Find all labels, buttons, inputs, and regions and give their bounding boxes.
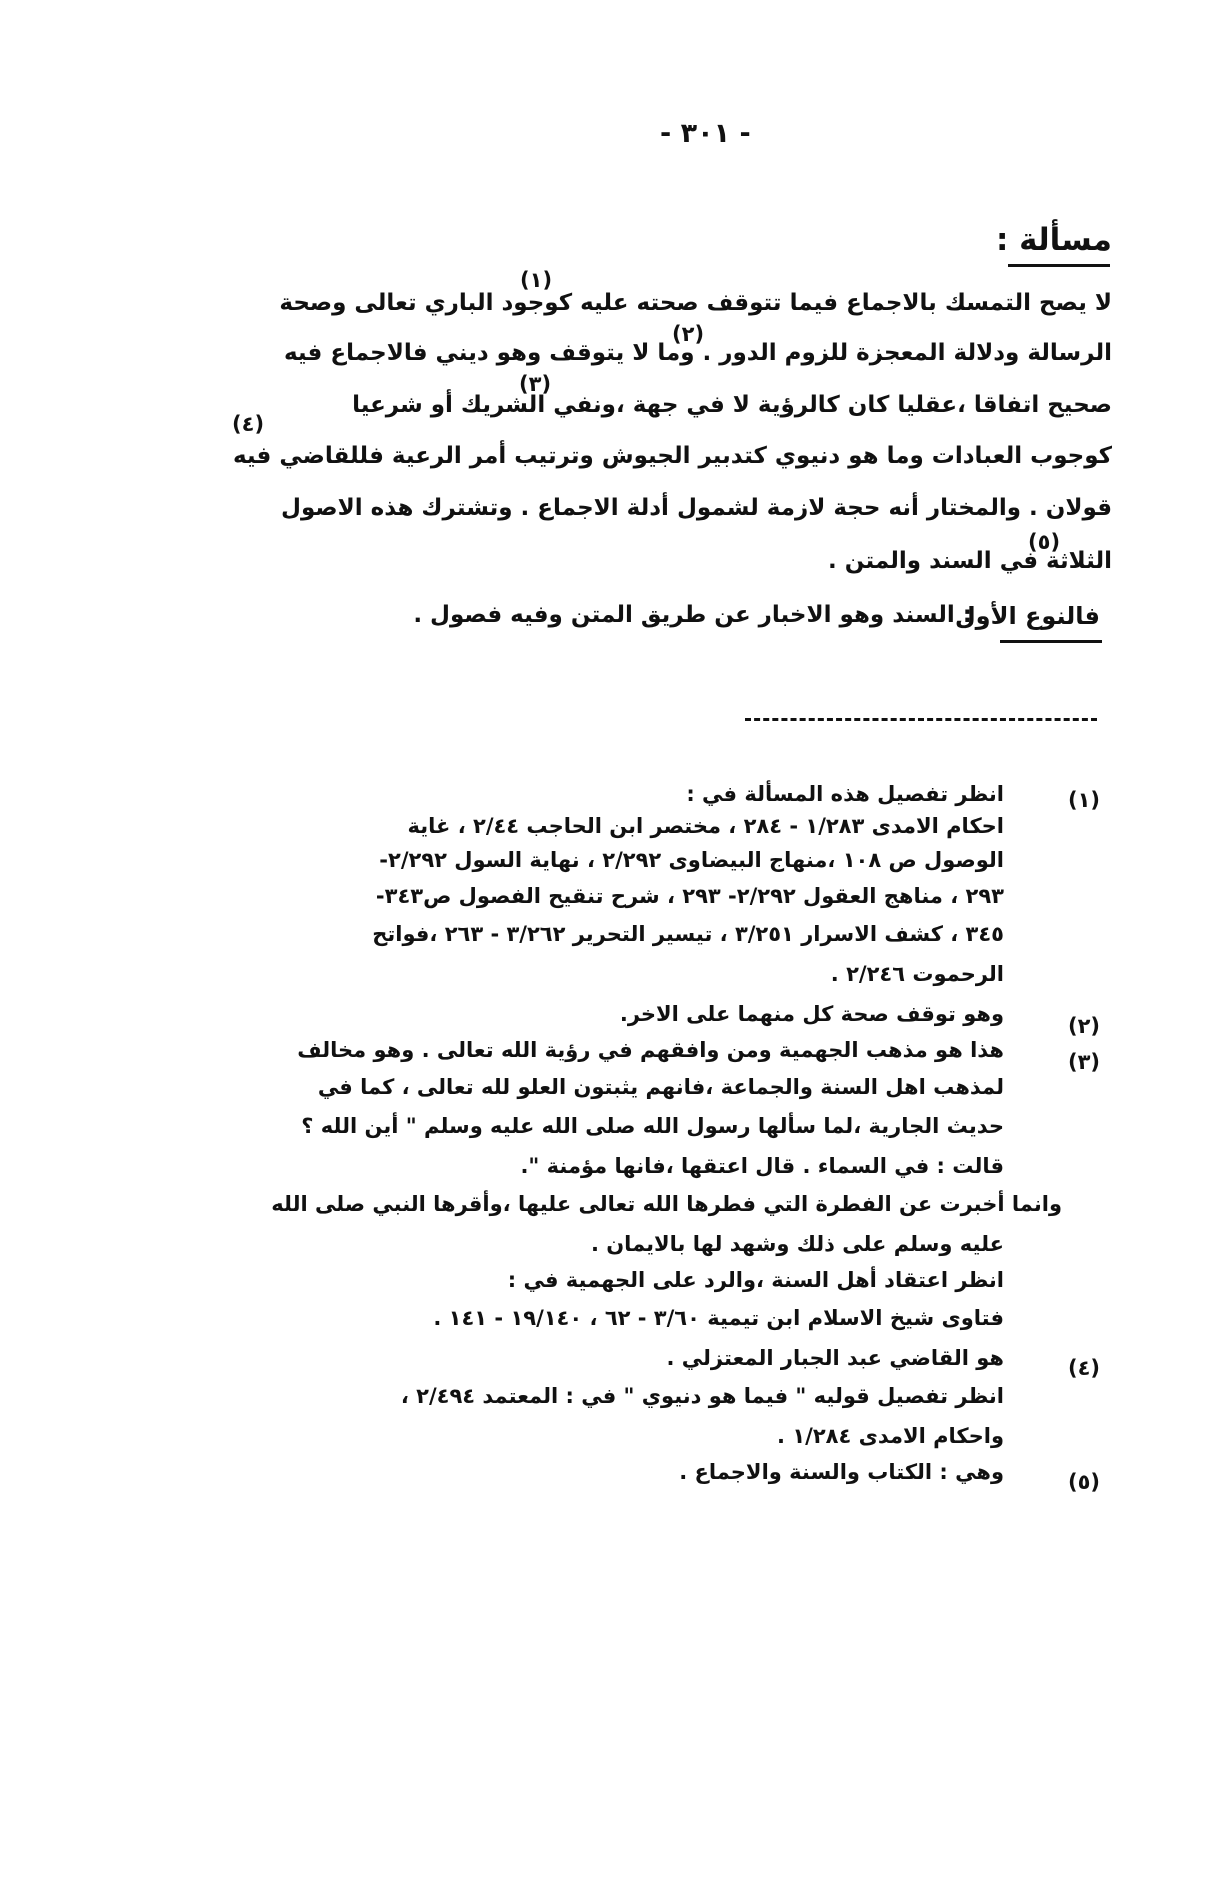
footnote-4-line-3: واحكام الامدى ١/٢٨٤ . bbox=[777, 1424, 1004, 1448]
heading-underline bbox=[1008, 264, 1110, 267]
footnote-1-line-2: احكام الامدى ١/٢٨٣ - ٢٨٤ ، مختصر ابن الحاجب ٢/٤٤ ، غاية bbox=[407, 814, 1004, 838]
footnote-1-line-6: الرحموت ٢/٢٤٦ . bbox=[830, 962, 1004, 986]
footnote-3-line-4: قالت : في السماء . قال اعتقها ،فانها مؤمنة ". bbox=[520, 1154, 1004, 1178]
footnote-4-line-2: انظر تفصيل قوليه " فيما هو دنيوي " في : المعتمد ٢/٤٩٤ ، bbox=[400, 1384, 1004, 1408]
footnote-3-line-1: هذا هو مذهب الجهمية ومن وافقهم في رؤية الله تعالى . وهو مخالف bbox=[297, 1038, 1004, 1062]
footnote-number-2: (٢) bbox=[1067, 1014, 1100, 1038]
footnote-3-line-8: فتاوى شيخ الاسلام ابن تيمية ٣/٦٠ - ٦٢ ، ١٩/١٤٠ - ١٤١ . bbox=[433, 1306, 1004, 1330]
body-line-1: لا يصح التمسك بالاجماع فيما تتوقف صحته عليه كوجود الباري تعالى وصحة bbox=[279, 290, 1112, 316]
body-line-4: كوجوب العبادات وما هو دنيوي كتدبير الجيوش وترتيب أمر الرعية فللقاضي فيه bbox=[232, 443, 1112, 469]
body-line-5: قولان . والمختار أنه حجة لازمة لشمول أدلة الاجماع . وتشترك هذه الاصول bbox=[281, 495, 1112, 521]
footnote-1-line-4: ٢٩٣ ، مناهج العقول ٢/٢٩٢- ٢٩٣ ، شرح تنقيح الفصول ص٣٤٣- bbox=[375, 884, 1004, 908]
footnote-3-line-5: وانما أخبرت عن الفطرة التي فطرها الله تعالى عليها ،وأقرها النبي صلى الله bbox=[271, 1192, 1062, 1216]
section-label: فالنوع الأول bbox=[954, 602, 1100, 630]
footnote-1-line-3: الوصول ص ١٠٨ ،منهاج البيضاوى ٢/٢٩٢ ، نهاية السول ٢/٢٩٢- bbox=[379, 848, 1004, 872]
footnote-3-line-7: انظر اعتقاد أهل السنة ،والرد على الجهمية في : bbox=[507, 1268, 1004, 1292]
footnote-3-line-6: عليه وسلم على ذلك وشهد لها بالايمان . bbox=[590, 1232, 1004, 1256]
footnote-separator bbox=[745, 718, 1097, 721]
footnote-marker-2: (٢) bbox=[672, 322, 705, 346]
footnote-4-line-1: هو القاضي عبد الجبار المعتزلي . bbox=[666, 1346, 1004, 1370]
footnote-marker-5: (٥) bbox=[1028, 530, 1061, 554]
footnote-3-line-2: لمذهب اهل السنة والجماعة ،فانهم يثبتون العلو لله تعالى ، كما في bbox=[317, 1075, 1004, 1099]
section-heading: مسألة : bbox=[995, 222, 1112, 258]
footnote-number-5: (٥) bbox=[1067, 1470, 1100, 1494]
footnote-number-1: (١) bbox=[1067, 788, 1100, 812]
section-label-underline bbox=[1000, 640, 1102, 643]
footnote-5-line-1: وهي : الكتاب والسنة والاجماع . bbox=[679, 1460, 1004, 1484]
footnote-2-line-1: وهو توقف صحة كل منهما على الاخر. bbox=[619, 1002, 1004, 1026]
footnote-1-line-5: ٣٤٥ ، كشف الاسرار ٣/٢٥١ ، تيسير التحرير ٣/٢٦٢ - ٢٦٣ ،فواتح bbox=[372, 922, 1004, 946]
section-text: : السند وهو الاخبار عن طريق المتن وفيه فصول . bbox=[413, 602, 972, 628]
footnote-number-4: (٤) bbox=[1067, 1356, 1100, 1380]
page-number: - ٣٠١ - bbox=[660, 118, 751, 149]
footnote-1-line-1: انظر تفصيل هذه المسألة في : bbox=[686, 782, 1004, 806]
footnote-marker-4: (٤) bbox=[232, 412, 265, 436]
body-line-3: صحيح اتفاقا ،عقليا كان كالرؤية لا في جهة ،ونفي الشريك أو شرعيا bbox=[352, 392, 1112, 418]
footnote-marker-1: (١) bbox=[520, 268, 553, 292]
body-line-6: الثلاثة في السند والمتن . bbox=[828, 548, 1112, 574]
body-line-2: الرسالة ودلالة المعجزة للزوم الدور . وما لا يتوقف وهو ديني فالاجماع فيه bbox=[283, 340, 1112, 366]
footnote-marker-3: (٣) bbox=[519, 372, 552, 396]
footnote-number-3: (٣) bbox=[1067, 1050, 1100, 1074]
footnote-3-line-3: حديث الجارية ،لما سألها رسول الله صلى الله عليه وسلم " أين الله ؟ bbox=[301, 1114, 1004, 1138]
